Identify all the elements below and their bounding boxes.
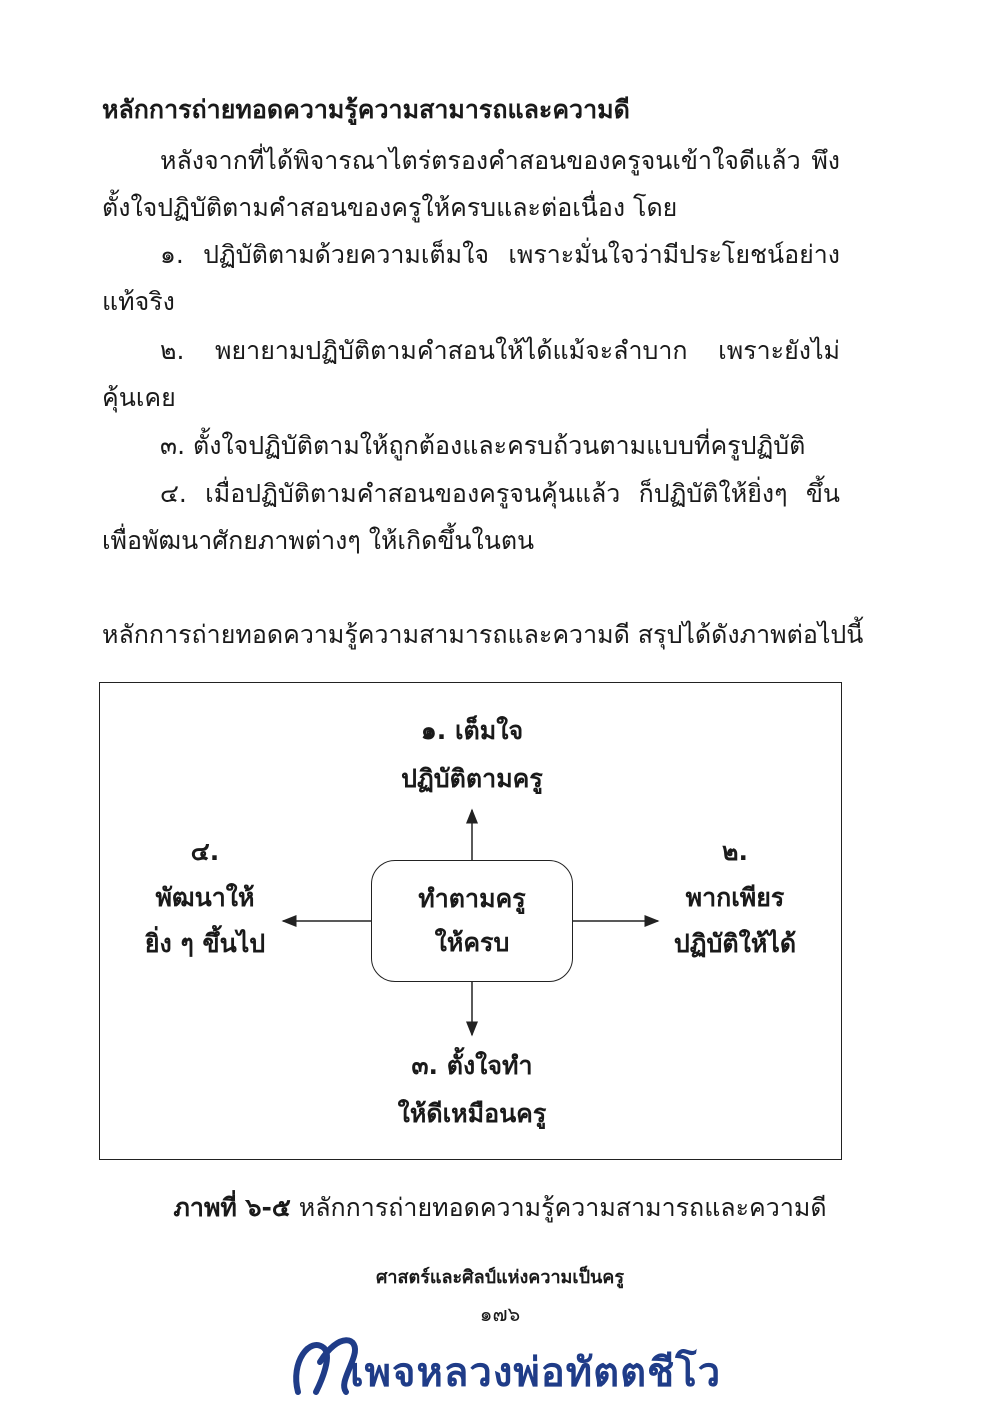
item-1-line-1: ๑. ปฏิบัติตามด้วยความเต็มใจ เพราะมั่นใจว่ามีประโยชน์อย่าง	[160, 240, 840, 269]
node-bottom: ๓. ตั้งใจทำ ให้ดีเหมือนครู	[397, 1051, 547, 1128]
item-2-line-1: ๒. พยายามปฏิบัติตามคำสอนให้ได้แม้จะลำบาก เพราะยังไม่	[160, 336, 840, 365]
paragraph-1-line-2: ตั้งใจปฏิบัติตามคำสอนของครูให้ครบและต่อเนื่อง โดย	[102, 193, 678, 222]
node-left: ๔. พัฒนาให้ ยิ่ง ๆ ขึ้นไป	[144, 837, 266, 958]
center-box	[371, 860, 573, 982]
paragraph-1-line-1: หลังจากที่ได้พิจารณาไตร่ตรองคำสอนของครูจนเข้าใจดีแล้ว พึง	[160, 146, 840, 175]
figure-label: ภาพที่ ๖-๕	[173, 1193, 291, 1222]
node-right: ๒. พากเพียร ปฏิบัติให้ได้	[673, 837, 797, 958]
center-line-2: ให้ครบ	[434, 928, 510, 957]
item-1-line-2: แท้จริง	[102, 287, 175, 316]
diagram-frame	[99, 682, 842, 1160]
publisher-logo-text: เพจหลวงพ่อทัตตชีโว	[350, 1350, 722, 1396]
center-line-1: ทำตามครู	[418, 884, 526, 913]
summary-line: หลักการถ่ายทอดความรู้ความสามารถและความดี สรุปได้ดังภาพต่อไปนี้	[102, 620, 864, 649]
item-4-line-2: เพื่อพัฒนาศักยภาพต่างๆ ให้เกิดขึ้นในตน	[102, 526, 535, 555]
item-4-line-1: ๔. เมื่อปฏิบัติตามคำสอนของครูจนคุ้นแล้ว ก็ปฏิบัติให้ยิ่งๆ ขึ้น	[160, 479, 840, 508]
section-heading: หลักการถ่ายทอดความรู้ความสามารถและความดี	[102, 95, 630, 124]
page-number: ๑๗๖	[479, 1302, 521, 1326]
book-title: ศาสตร์และศิลป์แห่งความเป็นครู	[375, 1267, 625, 1288]
figure-caption-text: หลักการถ่ายทอดความรู้ความสามารถและความดี	[298, 1193, 827, 1222]
node-top: ๑. เต็มใจ ปฏิบัติตามครู	[401, 716, 543, 793]
figure-caption	[0, 1188, 1000, 1228]
item-2-line-2: คุ้นเคย	[102, 383, 176, 412]
item-3-line-1: ๓. ตั้งใจปฏิบัติตามให้ถูกต้องและครบถ้วนตามแบบที่ครูปฏิบัติ	[160, 431, 806, 460]
